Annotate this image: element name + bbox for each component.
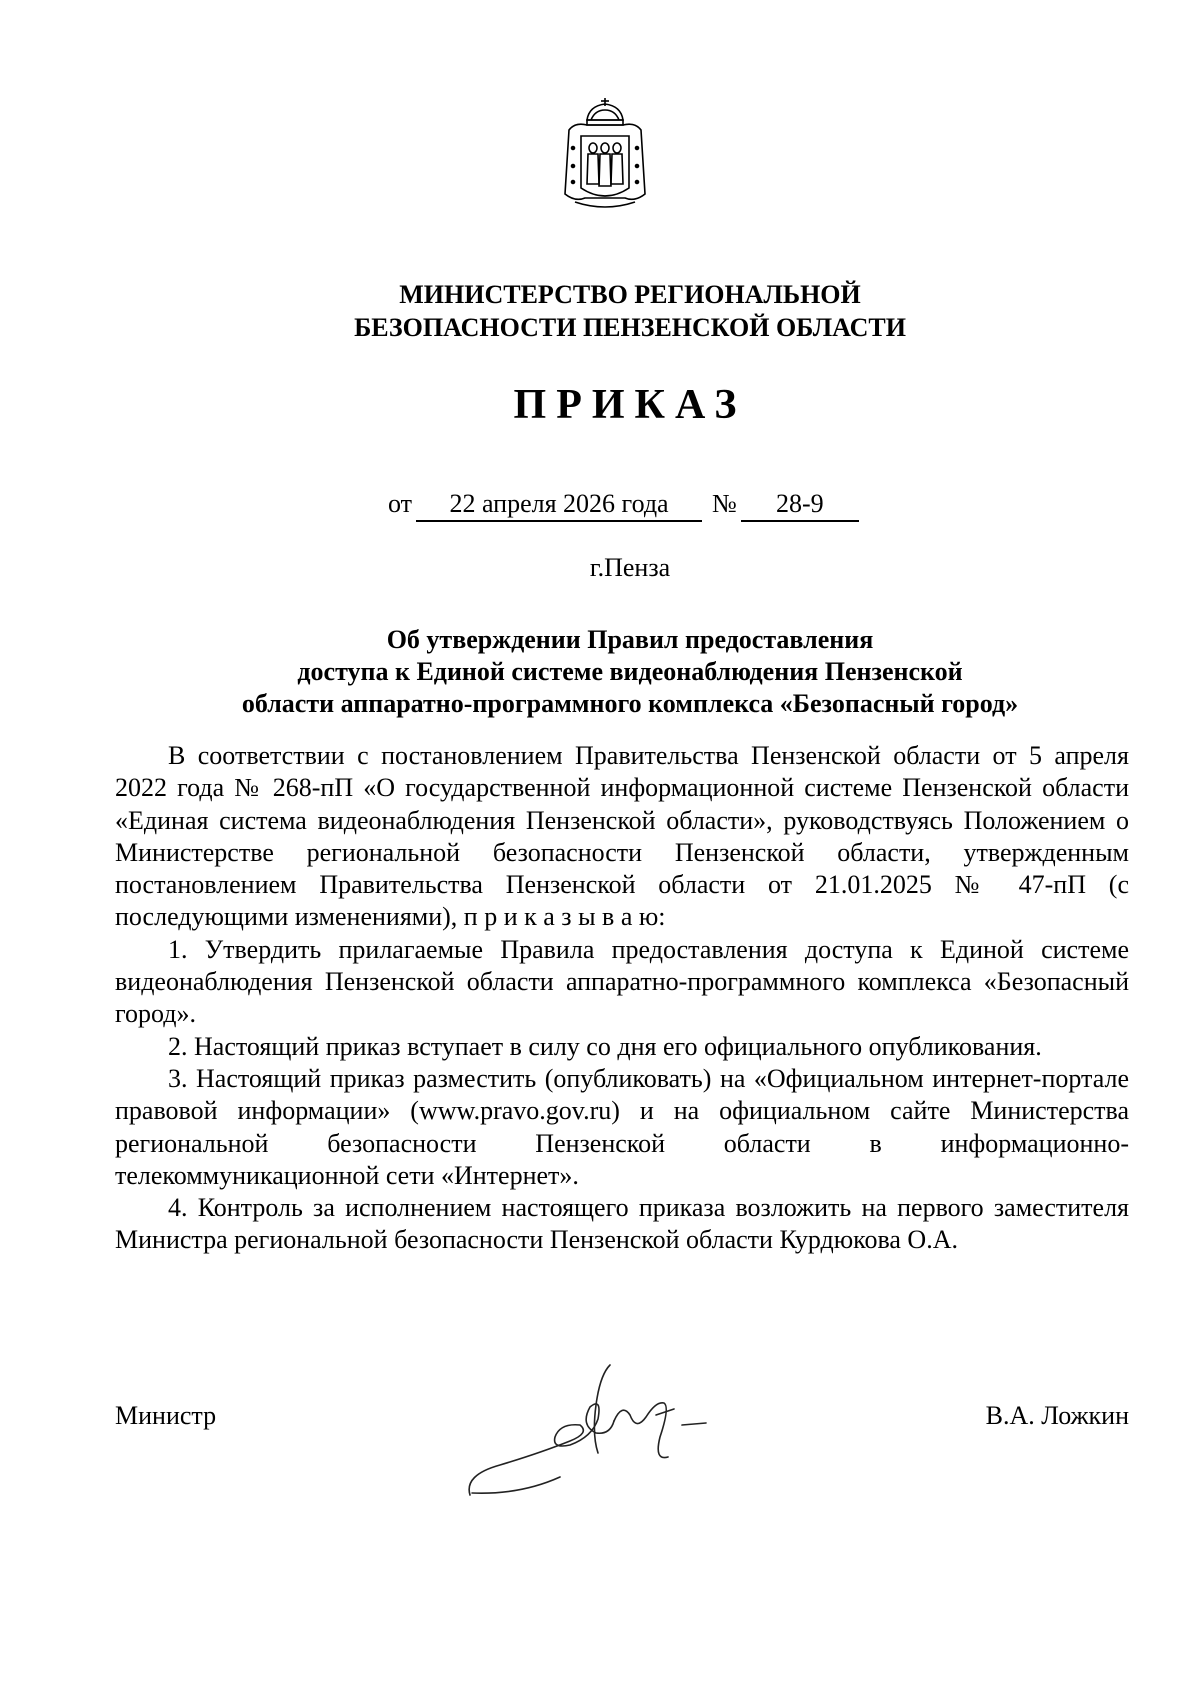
document-date: 22 апреля 2026 года (416, 488, 702, 522)
preamble-paragraph: В соответствии с постановлением Правительства Пензенской области от 5 апреля 2022 года № 268-пП «О государственной информационной системе Пензенской области «Единая система видеонаблюдения Пензенской области», руководствуясь Положением о Министерстве региональной безопасности Пензенской области, утвержденным постановлением Правительства Пензенской области от 21.01.2025 № 47-пП (с последующими изменениями), п р и к а з ы в а ю: (115, 741, 1129, 932)
order-item-4: 4. Контроль за исполнением настоящего приказа возложить на первого заместителя Министра региональной безопасности Пензенской области Курдюкова О.А. (115, 1193, 1129, 1255)
document-number: 28-9 (741, 488, 859, 522)
subject-line2: доступа к Единой системе видеонаблюдения Пензенской (297, 657, 963, 686)
order-item-3: 3. Настоящий приказ разместить (опубликовать) на «Официальном интернет-портале правовой информации» (www.pravo.gov.ru) и на официальном сайте Министерства региональной безопасности Пензенской области в информационно-телекоммуникационной сети «Интернет». (115, 1063, 1129, 1190)
subject-line1: Об утверждении Правил предоставления (386, 625, 874, 654)
signer-role: Министр (115, 1401, 217, 1430)
document-type-title: ПРИКАЗ (513, 382, 747, 428)
order-item-2: 2. Настоящий приказ вступает в силу со дня его официального опубликования. (168, 1031, 1042, 1061)
ministry-name (0, 278, 1200, 344)
signer-name: В.А. Ложкин (985, 1401, 1129, 1430)
date-number-line (388, 488, 859, 522)
city: г.Пенза (589, 553, 671, 582)
ministry-name-line1: МИНИСТЕРСТВО РЕГИОНАЛЬНОЙ (399, 280, 861, 309)
order-item-1: 1. Утвердить прилагаемые Правила предоставления доступа к Единой системе видеонаблюдения Пензенской области аппаратно-программного комплекса «Безопасный город». (115, 934, 1129, 1029)
ministry-name-line2: БЕЗОПАСНОСТИ ПЕНЗЕНСКОЙ ОБЛАСТИ (354, 313, 906, 342)
date-prefix: от (388, 489, 413, 518)
document-body (115, 740, 1129, 1257)
coat-of-arms-icon (555, 98, 655, 218)
subject-line3: области аппаратно-программного комплекса «Безопасный город» (241, 689, 1019, 718)
number-prefix: № (712, 489, 737, 518)
handwritten-signature-icon (460, 1345, 720, 1505)
document-subject (0, 624, 1200, 720)
